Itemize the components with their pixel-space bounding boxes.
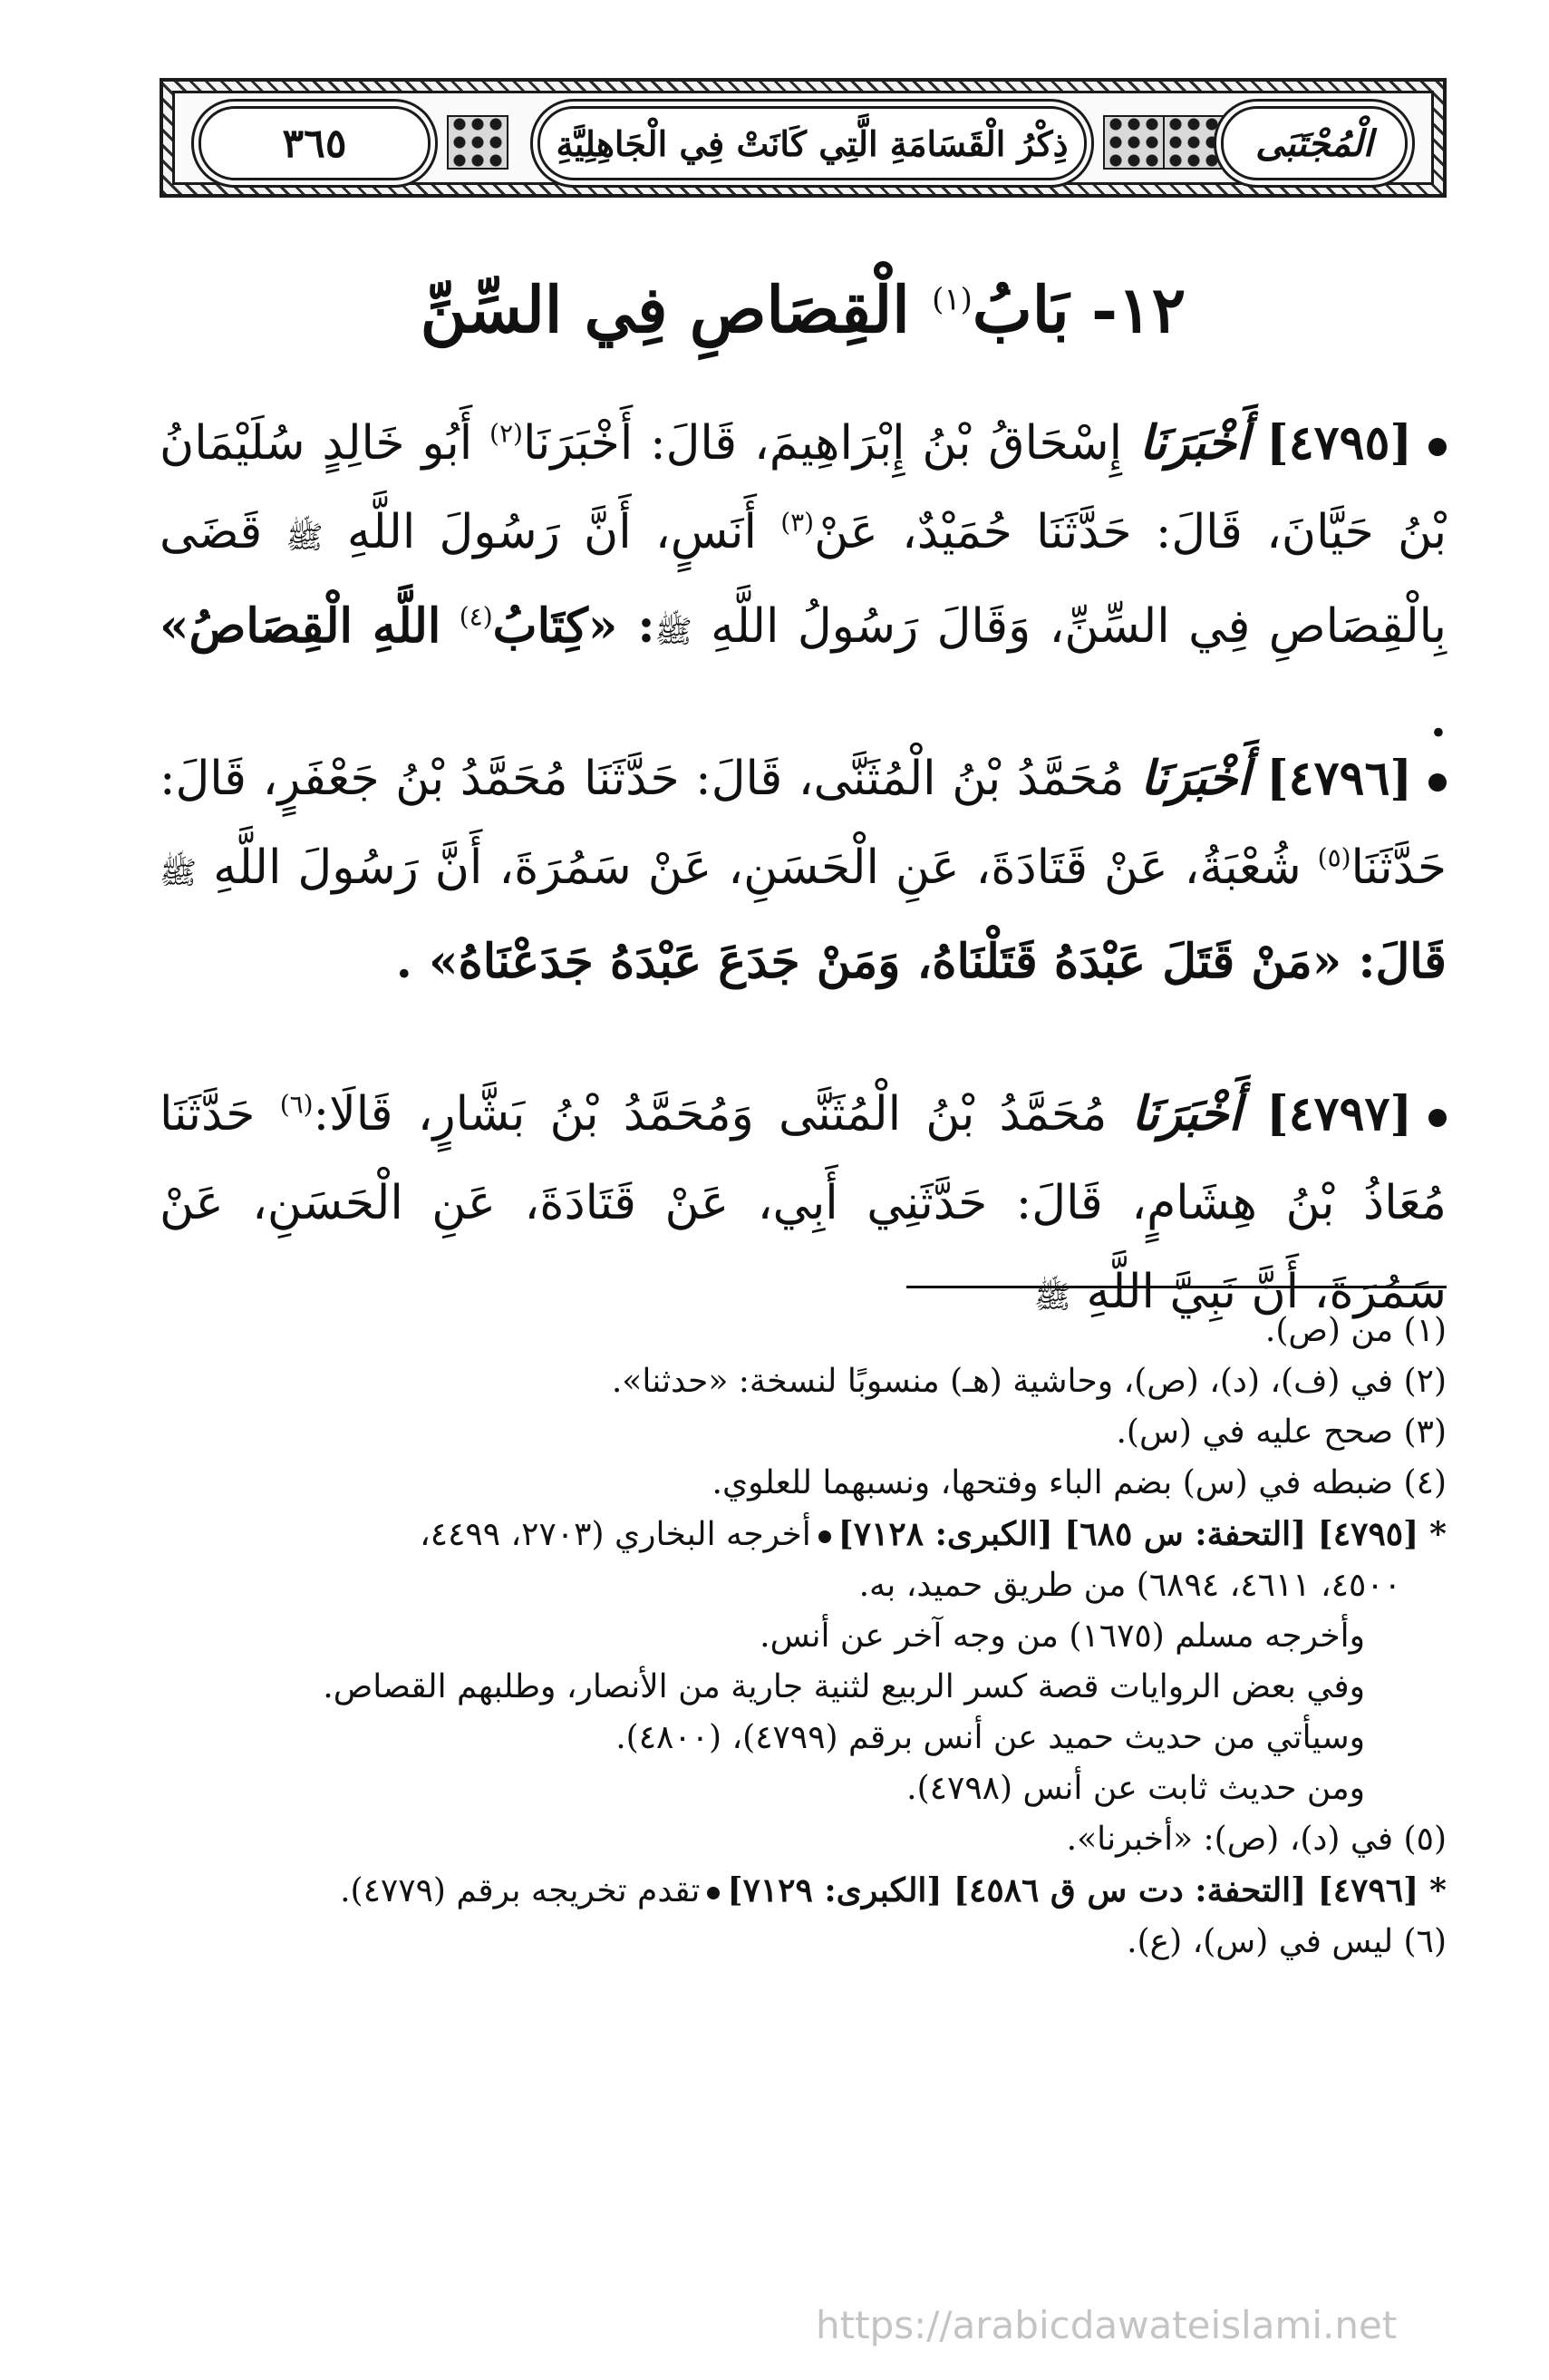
salawat-glyph: ﷺ (654, 614, 692, 650)
footnote-ref: (٢) (489, 418, 523, 449)
footnote-2: (٢) في (ف)، (د)، (ص)، وحاشية (هـ) منسوبًا لنسخة: «حدثنا». (611, 1363, 1447, 1400)
takhrij-line: وأخرجه مسلم (١٦٧٥) من وجه آخر عن أنس. (760, 1617, 1365, 1655)
matn-text: مَنْ قَتَلَ عَبْدَهُ قَتَلْنَاهُ، وَمَنْ جَدَعَ عَبْدَهُ جَدَعْنَاهُ (458, 934, 1312, 989)
salawat-glyph: ﷺ (286, 520, 324, 556)
asterisk: * (1429, 1871, 1447, 1909)
ornament-icon (1163, 115, 1225, 170)
takhrij-line: ومن حديث ثابت عن أنس (٤٧٩٨). (906, 1770, 1365, 1807)
takhrij-4796 (160, 1865, 1447, 1917)
bullet-icon (707, 1887, 720, 1899)
page-number: ٣٦٥ (282, 120, 347, 167)
running-title-cartouche (537, 106, 1087, 180)
salawat-glyph: ﷺ (160, 855, 198, 891)
footnotes (160, 1306, 1447, 1967)
footnote-3: (٣) صحح عليه في (س). (1116, 1413, 1447, 1451)
takhrij-text: تقدم تخريجه برقم (٤٧٧٩). (340, 1872, 701, 1909)
takhrij-4795 (160, 1509, 1447, 1560)
bullet-icon (1428, 773, 1447, 792)
isnad-part: إِسْحَاقُ بْنُ إِبْرَاهِيمَ، قَالَ: أَخْبَرَنَا (522, 416, 1123, 471)
asterisk: * (1429, 1515, 1447, 1553)
watermark-url: https://arabicdawateislami.net (816, 2303, 1398, 2347)
takhrij-line: وفي بعض الروايات قصة كسر الربيع لثنية جارية من الأنصار، وطلبهم القصاص. (323, 1668, 1365, 1705)
page-number-cartouche (198, 106, 431, 180)
hadith-number: [٤٧٩٦] (1266, 751, 1412, 806)
isnad-part: حَدَّثَنَا مُعَاذُ بْنُ هِشَامٍ، قَالَ: حَدَّثَنِي أَبِي، عَنْ قَتَادَةَ، عَنِ الْحَسَنِ، عَنْ سَمُرَةَ، أَنَّ نَبِيَّ اللَّهِ (160, 1087, 1447, 1319)
footnote-1: (١) من (ص). (1264, 1312, 1447, 1349)
takhrij-text: أخرجه البخاري (٢٧٠٣، ٤٤٩٩، (420, 1516, 811, 1553)
isnad-part: مُحَمَّدُ بْنُ الْمُثَنَّى، قَالَ: حَدَّثَنَا مُحَمَّدُ بْنُ جَعْفَرٍ، قَالَ: حَدَّثَنَا (160, 752, 1447, 895)
ornament-icon (1103, 115, 1165, 170)
isnad-part: قَضَى بِالْقِصَاصِ فِي السِّنِّ، وَقَالَ رَسُولُ اللَّهِ (160, 505, 1447, 654)
book-logo: الْمُجْتَبَى (1255, 121, 1373, 165)
hadith-4797 (160, 1070, 1447, 1342)
salawat-glyph: ﷺ (1033, 1279, 1071, 1316)
book-logo-cartouche (1221, 106, 1408, 180)
matn-close: » . (160, 598, 1447, 748)
footnote-4: (٤) ضبطه في (س) بضم الباء وفتحها، ونسبهما للعلوي. (712, 1464, 1447, 1501)
matn-open: : «كِتَابُ (492, 598, 655, 654)
running-header (160, 78, 1447, 198)
running-title: ذِكْرُ الْقَسَامَةِ الَّتِي كَانَتْ فِي الْجَاهِلِيَّةِ (556, 122, 1069, 164)
hadith-number: [٤٧٩٥] (1266, 415, 1413, 471)
bullet-icon (1428, 1109, 1447, 1127)
chapter-bab: بَابُ (972, 272, 1070, 347)
footnote-ref: (٥) (1317, 842, 1351, 873)
isnad-part: أَبُو خَالِدٍ سُلَيْمَانُ بْنُ حَيَّانَ، قَالَ: حَدَّثَنَا حُمَيْدٌ، عَنْ (160, 416, 1447, 559)
footnote-ref: (٣) (780, 507, 815, 538)
matn-open: قَالَ: « (1312, 934, 1447, 989)
header-inner-frame (172, 91, 1434, 185)
hadith-4796 (160, 734, 1447, 1006)
matn-close: » . (395, 934, 459, 989)
isnad-part: شُعْبَةُ، عَنْ قَتَادَةَ، عَنِ الْحَسَنِ، عَنْ سَمُرَةَ، أَنَّ رَسُولَ اللَّهِ (213, 840, 1302, 895)
footnote-6: (٦) ليس في (س)، (ع). (1127, 1923, 1447, 1960)
akhbarana: أَخْبَرَنَا (1131, 1086, 1242, 1141)
bullet-icon (1428, 438, 1447, 456)
footnote-ref: (٤) (459, 601, 493, 632)
takhrij-ref: [٤٧٩٦] [التحفة: دت س ق ٤٥٨٦] [الكبرى: ٧١٢٩] (727, 1871, 1419, 1909)
footnote-separator (906, 1286, 1447, 1288)
footnote-ref: (٦) (279, 1089, 314, 1120)
akhbarana: أَخْبَرَنَا (1140, 751, 1251, 806)
chapter-heading (160, 272, 1447, 348)
footnote-ref: (١) (932, 281, 973, 318)
matn-text: اللَّهِ الْقِصَاصُ (189, 598, 441, 654)
hadith-4795 (160, 399, 1447, 765)
takhrij-ref: [٤٧٩٥] [التحفة: س ٦٨٥] [الكبرى: ٧١٢٨] (837, 1515, 1419, 1553)
bullet-icon (818, 1530, 831, 1543)
chapter-number: ١٢- (1090, 272, 1186, 347)
takhrij-line: ٤٥٠٠، ٤٦١١، ٦٨٩٤) من طريق حميد، به. (858, 1567, 1401, 1604)
hadith-number: [٤٧٩٧] (1266, 1086, 1413, 1141)
takhrij-line: وسيأتي من حديث حميد عن أنس برقم (٤٧٩٩)، (٤٨٠٠). (615, 1719, 1365, 1756)
isnad-part: أَنَسٍ، أَنَّ رَسُولَ اللَّهِ (346, 505, 757, 559)
isnad-part: مُحَمَّدُ بْنُ الْمُثَنَّى وَمُحَمَّدُ بْنُ بَشَّارٍ، قَالَا: (313, 1087, 1108, 1141)
akhbarana: أَخْبَرَنَا (1138, 415, 1250, 471)
ornament-icon (447, 115, 508, 170)
footnote-5: (٥) في (د)، (ص): «أخبرنا». (1066, 1821, 1447, 1858)
chapter-title: الْقِصَاصِ فِي السِّنِّ (420, 272, 910, 347)
